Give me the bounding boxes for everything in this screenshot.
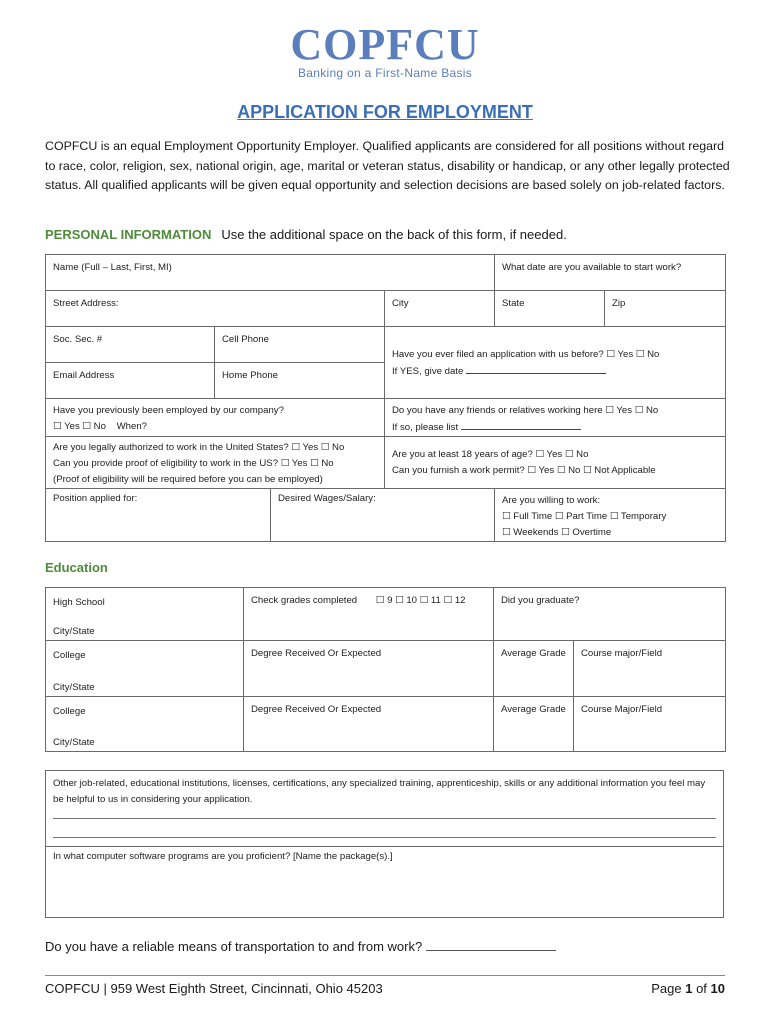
page-number: Page 1 of 10 <box>651 981 725 996</box>
high-school-field[interactable]: High School City/State <box>46 588 244 641</box>
avg-grade-1-field[interactable]: Average Grade <box>494 641 574 697</box>
state-field[interactable]: State <box>495 291 605 327</box>
transport-question[interactable]: Do you have a reliable means of transportation to and from work? <box>45 939 556 954</box>
filed-before-field[interactable]: Have you ever filed an application with us before? ☐ Yes ☐ No If YES, give date <box>385 327 726 399</box>
college-2-field[interactable]: College City/State <box>46 697 244 752</box>
college-1-field[interactable]: College City/State <box>46 641 244 697</box>
email-field[interactable]: Email Address <box>46 363 215 399</box>
logo-name: COPFCU <box>290 20 480 69</box>
other-info-text: Other job-related, educational institutions, licenses, certifications, any specialized training, apprenticeship, skills or any additional information you feel may be helpful to us in considering your application. <box>53 778 706 805</box>
graduate-field[interactable]: Did you graduate? <box>494 588 726 641</box>
other-info-line-2[interactable] <box>53 837 716 838</box>
wages-field[interactable]: Desired Wages/Salary: <box>271 489 495 542</box>
intro-paragraph: COPFCU is an equal Employment Opportunity Employer. Qualified applicants are considered for all positions without regard to race, color, religion, sex, national origin, age, marital or veteran status, disability or handicap, or any other legally protected status. All qualified applicants will be given equal opportunity and selection decisions are based solely on job-related factors. <box>45 139 730 193</box>
major-2-field[interactable]: Course Major/Field <box>574 697 726 752</box>
footer-address: COPFCU | 959 West Eighth Street, Cincinnati, Ohio 45203 <box>45 981 383 996</box>
footer-divider <box>45 975 725 976</box>
city-field[interactable]: City <box>385 291 495 327</box>
cell-phone-field[interactable]: Cell Phone <box>215 327 385 363</box>
education-section-heading <box>45 560 118 575</box>
software-field[interactable]: In what computer software programs are you proficient? [Name the package(s).] <box>46 846 723 862</box>
home-phone-field[interactable]: Home Phone <box>215 363 385 399</box>
prev-employed-field[interactable]: Have you previously been employed by our company? ☐ Yes ☐ No When? <box>46 399 385 437</box>
degree-1-field[interactable]: Degree Received Or Expected <box>244 641 494 697</box>
street-field[interactable]: Street Address: <box>46 291 385 327</box>
education-heading: Education <box>45 560 108 575</box>
personal-section-heading <box>45 227 567 242</box>
avg-grade-2-field[interactable]: Average Grade <box>494 697 574 752</box>
name-field[interactable]: Name (Full – Last, First, MI) <box>46 255 495 291</box>
logo-tagline: Banking on a First-Name Basis <box>297 66 473 80</box>
logo <box>0 22 770 80</box>
ssn-field[interactable]: Soc. Sec. # <box>46 327 215 363</box>
personal-heading: PERSONAL INFORMATION <box>45 227 212 242</box>
major-1-field[interactable]: Course major/Field <box>574 641 726 697</box>
age-permit-field[interactable]: Are you at least 18 years of age? ☐ Yes ☐ No Can you furnish a work permit? ☐ Yes ☐ No ☐ Not Applicable <box>385 437 726 489</box>
degree-2-field[interactable]: Degree Received Or Expected <box>244 697 494 752</box>
other-info-line-1[interactable] <box>53 818 716 819</box>
start-date-field[interactable]: What date are you available to start work? <box>495 255 726 291</box>
personal-note: Use the additional space on the back of this form, if needed. <box>221 227 567 242</box>
personal-info-table <box>45 254 726 542</box>
education-table <box>45 587 726 752</box>
page-title: APPLICATION FOR EMPLOYMENT <box>237 102 533 122</box>
friends-field[interactable]: Do you have any friends or relatives working here ☐ Yes ☐ No If so, please list <box>385 399 726 437</box>
other-info-box <box>45 770 724 918</box>
authorized-field[interactable]: Are you legally authorized to work in the United States? ☐ Yes ☐ No Can you provide proof of eligibility to work in the US? ☐ Yes ☐ No (Proof of eligibility will be required before you can be employed) <box>46 437 385 489</box>
zip-field[interactable]: Zip <box>605 291 726 327</box>
grades-field[interactable]: Check grades completed ☐ 9 ☐ 10 ☐ 11 ☐ 12 <box>244 588 494 641</box>
position-field[interactable]: Position applied for: <box>46 489 271 542</box>
willing-field[interactable]: Are you willing to work: ☐ Full Time ☐ Part Time ☐ Temporary ☐ Weekends ☐ Overtime <box>495 489 726 542</box>
